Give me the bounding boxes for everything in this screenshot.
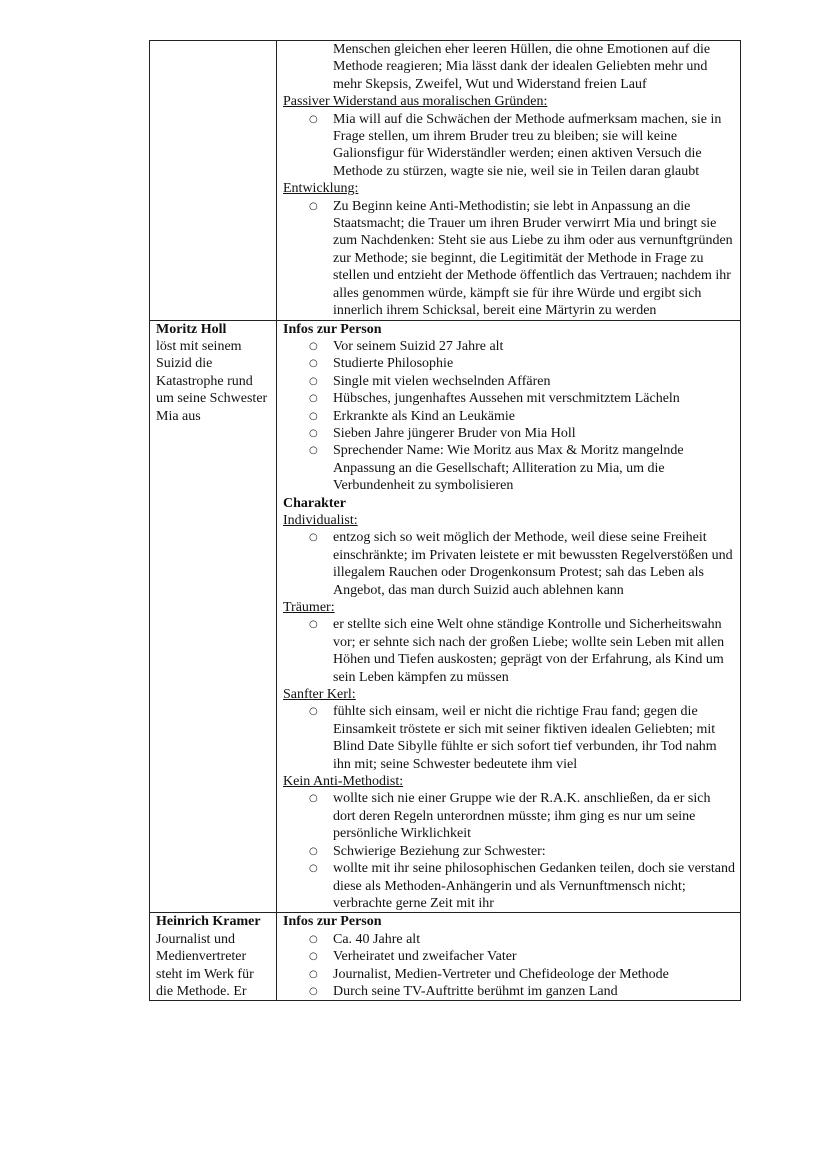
bullet-icon: ○ bbox=[309, 410, 318, 422]
character-description: löst mit seinem Suizid die Katastrophe rund um seine Schwester Mia aus bbox=[156, 338, 268, 424]
list-item: ○ Zu Beginn keine Anti-Methodistin; sie lebt in Anpassung an die Staatsmacht; die Trauer um ihren Bruder verwirrt Mia und bringt sie zum Nachdenken: Steht sie aus Liebe zu ihm oder aus vernunftgründen zur Methode; sie beginnt, die Legitimität der Methode in Frage zu stellen und entzieht der Methode öffentlich das Vertrauen; nachdem ihr alles genommen würde, kämpft sie für ihre Würde und ergibt sich innerlich ihrem Schicksal, bereit eine Märtyrin zu werden bbox=[309, 198, 733, 319]
section-heading: Träumer: bbox=[283, 600, 335, 615]
list-item: ○ wollte sich nie einer Gruppe wie der R.A.K. anschließen, da er sich dort deren Regeln unterordnen müsste; ihm ging es nur um seine persönliche Wirklichkeit bbox=[309, 791, 711, 842]
section-heading: Kein Anti-Methodist: bbox=[283, 774, 404, 790]
bullet-icon: ○ bbox=[309, 968, 318, 980]
list-item: ○ Sprechender Name: Wie Moritz aus Max & Moritz mangelnde Anpassung an die Gesellschaft; Alliteration zu Mia, um die Verbundenheit zu symbolisieren bbox=[309, 443, 684, 494]
details-cell bbox=[277, 913, 741, 1001]
bullet-list bbox=[283, 111, 736, 181]
character-cell bbox=[150, 913, 277, 1001]
section-heading: Individualist: bbox=[283, 512, 358, 528]
list-item: ○ Journalist, Medien-Vertreter und Chefideologe der Methode bbox=[309, 966, 669, 982]
list-item: ○ fühlte sich einsam, weil er nicht die richtige Frau fand; gegen die Einsamkeit tröstete er sich mit seiner fiktiven idealen Geliebten; mit Blind Date Sibylle fühlte er sich sofort tief verbunden, ihr Tod nahm ihn mit; seine Schwester bedeutete ihm viel bbox=[309, 704, 717, 772]
list-item: ○ er stellte sich eine Welt ohne ständige Kontrolle und Sicherheitswahn vor; er sehnte sich nach der großen Liebe; wollte sein Leben mit allen Höhen und Tiefen auskosten; geprägt von der Erfahrung, als Kind um sein Leben kämpfen zu müssen bbox=[309, 617, 725, 685]
table-row-moritz-holl bbox=[150, 320, 741, 913]
list-item: ○ entzog sich so weit möglich der Methode, weil diese seine Freiheit einschränkte; im Privaten leistete er mit bewussten Regelverstößen und illegalem Rauchen oder Drogenkonsum Protest; sah das Leben als Angebot, das man durch Suizid auch ablehnen kann bbox=[309, 530, 733, 598]
info-list bbox=[283, 338, 736, 495]
list-item: ○ Sieben Jahre jüngerer Bruder von Mia Holl bbox=[309, 425, 576, 441]
info-title: Infos zur Person bbox=[283, 321, 382, 337]
list-item: ○ Single mit vielen wechselnden Affären bbox=[309, 373, 551, 389]
list-item: ○ wollte mit ihr seine philosophischen Gedanken teilen, doch sie verstand diese als Methoden-Anhängerin und als Vernunftmensch nicht; verbrachte gerne Zeit mit ihr bbox=[309, 861, 736, 911]
details-cell bbox=[277, 41, 741, 321]
section-heading: Sanfter Kerl: bbox=[283, 687, 356, 703]
bullet-icon: ○ bbox=[309, 427, 318, 439]
bullet-icon: ○ bbox=[309, 340, 318, 352]
section-heading: Entwicklung: bbox=[283, 181, 359, 197]
bullet-icon: ○ bbox=[309, 113, 318, 125]
bullet-list bbox=[283, 703, 736, 773]
info-title: Infos zur Person bbox=[283, 914, 382, 930]
bullet-icon: ○ bbox=[309, 706, 318, 718]
bullet-icon: ○ bbox=[309, 933, 318, 945]
details-cell bbox=[277, 320, 741, 913]
bullet-icon: ○ bbox=[309, 985, 318, 997]
bullet-icon: ○ bbox=[309, 375, 318, 387]
bullet-icon: ○ bbox=[309, 393, 318, 405]
list-item: ○ Mia will auf die Schwächen der Methode aufmerksam machen, sie in Frage stellen, um ihrem Bruder treu zu bleiben; sie will keine Galionsfigur für Widerständler werden; einen aktiven Versuch die Methode zu stürzen, wagte sie nie, weil sie in Teilen daran glaubt bbox=[309, 111, 722, 179]
character-name: Heinrich Kramer bbox=[156, 914, 261, 930]
list-item: ○ Ca. 40 Jahre alt bbox=[309, 931, 421, 947]
bullet-icon: ○ bbox=[309, 200, 318, 212]
bullet-icon: ○ bbox=[309, 532, 318, 544]
bullet-icon: ○ bbox=[309, 845, 318, 857]
list-item: ○ Schwierige Beziehung zur Schwester: bbox=[309, 843, 546, 859]
list-item: ○ Verheiratet und zweifacher Vater bbox=[309, 949, 517, 965]
bullet-icon: ○ bbox=[309, 863, 318, 875]
character-title: Charakter bbox=[283, 495, 346, 511]
list-item: ○ Studierte Philosophie bbox=[309, 356, 454, 372]
section-heading: Passiver Widerstand aus moralischen Gründen: bbox=[283, 94, 548, 110]
bullet-icon: ○ bbox=[309, 793, 318, 805]
table-row-mia-continuation bbox=[150, 41, 741, 321]
bullet-list bbox=[283, 616, 736, 686]
list-item: ○ Durch seine TV-Auftritte berühmt im ganzen Land bbox=[309, 983, 618, 999]
character-cell bbox=[150, 320, 277, 913]
table-row-heinrich-kramer bbox=[150, 913, 741, 1001]
list-item: ○ Erkrankte als Kind an Leukämie bbox=[309, 408, 515, 424]
character-name: Moritz Holl bbox=[156, 321, 227, 337]
character-cell-empty bbox=[150, 41, 277, 321]
document-page bbox=[149, 40, 741, 1001]
character-description: Journalist und Medienvertreter steht im Werk für die Methode. Er bbox=[156, 931, 254, 999]
info-list bbox=[283, 931, 736, 1001]
bullet-icon: ○ bbox=[309, 445, 318, 457]
bullet-icon: ○ bbox=[309, 951, 318, 963]
bullet-list bbox=[283, 529, 736, 599]
continuation-text: Menschen gleichen eher leeren Hüllen, die ohne Emotionen auf die Methode reagieren; Mia lässt dank der idealen Geliebten mehr und mehr Skepsis, Zweifel, Wut und Widerstand freien Lauf bbox=[333, 42, 711, 92]
bullet-list bbox=[283, 198, 736, 320]
list-item: ○ Hübsches, jungenhaftes Aussehen mit verschmitztem Lächeln bbox=[309, 391, 680, 407]
bullet-icon: ○ bbox=[309, 619, 318, 631]
list-item: ○ Vor seinem Suizid 27 Jahre alt bbox=[309, 338, 504, 354]
character-table bbox=[149, 40, 741, 1001]
bullet-icon: ○ bbox=[309, 358, 318, 370]
bullet-list bbox=[283, 790, 736, 912]
